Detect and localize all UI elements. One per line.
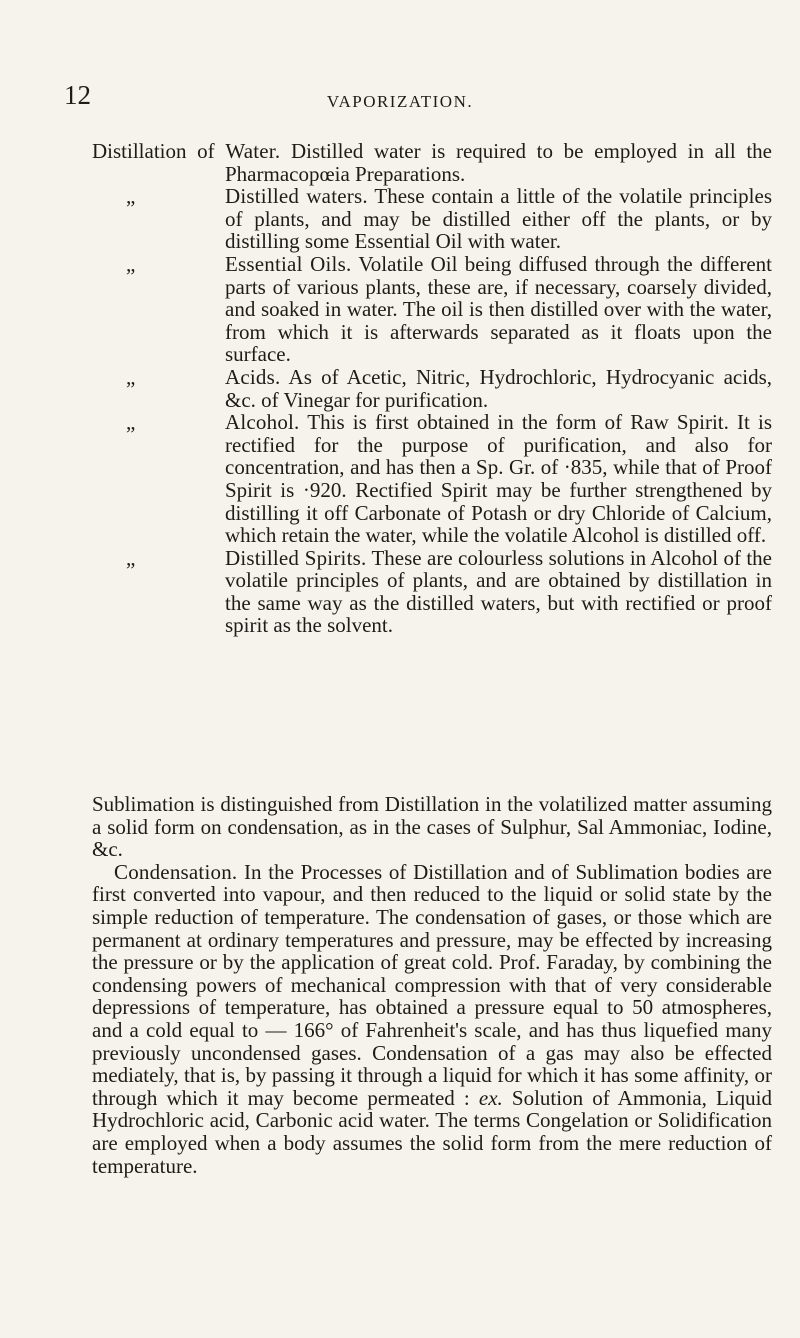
entry-term: Water. [225,139,281,163]
entry-term: Distilled waters. [225,184,368,209]
ditto-mark: „ [126,545,136,570]
entry-text: Distilled water is required to be employed in all the Pharmacopœia Preparations. [225,139,773,186]
entry-text: These contain a little of the volatile principles of plants, and may be distilled either off the plants, or by distilling some Essential Oil with water. [225,184,772,254]
running-title: VAPORIZATION. [326,92,474,111]
sublimation-paragraph: Sublimation is distinguished from Distillation in the volatilized matter assuming a solid form on condensation, as in the cases of Sulphur, Sal Ammoniac, Iodine, &c. [92,792,772,862]
ditto-mark: „ [126,184,136,209]
entry-term: Essential Oils. [225,251,352,276]
entry-text: This is first obtained in the form of Raw Spirit. It is rectified for the purpose of purification, and also for concentration, and has then a Sp. Gr. of ·835, while that of Proof Spirit is ·920. Rectified Spirit may be further strengthened by distilling it off Carbonate of Potash or dry Chloride of Calcium, which retain the water, while the volatile Alcohol is distilled off. [225,410,772,548]
distillation-list [92,140,772,637]
distillation-entry [92,411,772,547]
distillation-head: Distillation of [92,139,215,163]
condensation-text: In the Processes of Distillation and of Sublimation bodies are first converted into vapour, and then reduced to the liquid or solid state by the simple reduction of temperature. The condensation of gases, or those which are permanent at ordinary temperatures and pressure, may be effected by increasing the pressure or by the application of great cold. Prof. Faraday, by combining the condensing powers of mechanical compression with that of very considerable depressions of temperature, has obtained a pressure equal to 50 atmospheres, and a cold equal to — 166° of Fahrenheit's scale, and has thus liquefied many previously uncondensed gases. Condensation of a gas may also be effected mediately, that is, by passing it through a liquid for which it has some affinity, or through which it may become permeated : [92,859,773,1110]
entry-text: These are colourless solutions in Alcohol of the volatile principles of plants, and are obtained by distillation in the same way as the distilled waters, but with rectified or proof spirit as the solvent. [225,545,773,638]
body-text [92,793,772,1177]
entry-term: Alcohol. [225,410,300,435]
entry-text: Volatile Oil being diffused through the different parts of various plants, these are, if necessary, coarsely divided, and soaked in water. The oil is then distilled over with the water, from which it is afterwards separated as it floats upon the surface. [225,251,772,367]
ditto-mark: „ [126,364,136,389]
entry-term: Distilled Spirits. [225,545,367,570]
entry-text: As of Acetic, Nitric, Hydrochloric, Hydrocyanic acids, &c. of Vinegar for purification. [225,364,772,412]
page-number: 12 [64,80,91,110]
ditto-mark: „ [126,410,136,435]
distillation-entry [92,253,772,366]
condensation-paragraph [92,861,772,1177]
example-label: ex. [478,1085,503,1110]
condensation-text-continued: Solution of Ammonia, Liquid Hydrochloric acid, Carbonic acid water. The terms Congelation or Solidification are employed when a body assumes the solid form from the mere reduction of temperature. [92,1085,773,1178]
ditto-mark: „ [126,251,136,276]
distillation-entry [92,185,772,253]
distillation-entry [92,140,772,185]
distillation-entry [92,547,772,637]
condensation-term: Condensation. [114,859,238,884]
distillation-entry [92,366,772,411]
entry-term: Acids. [225,364,281,389]
